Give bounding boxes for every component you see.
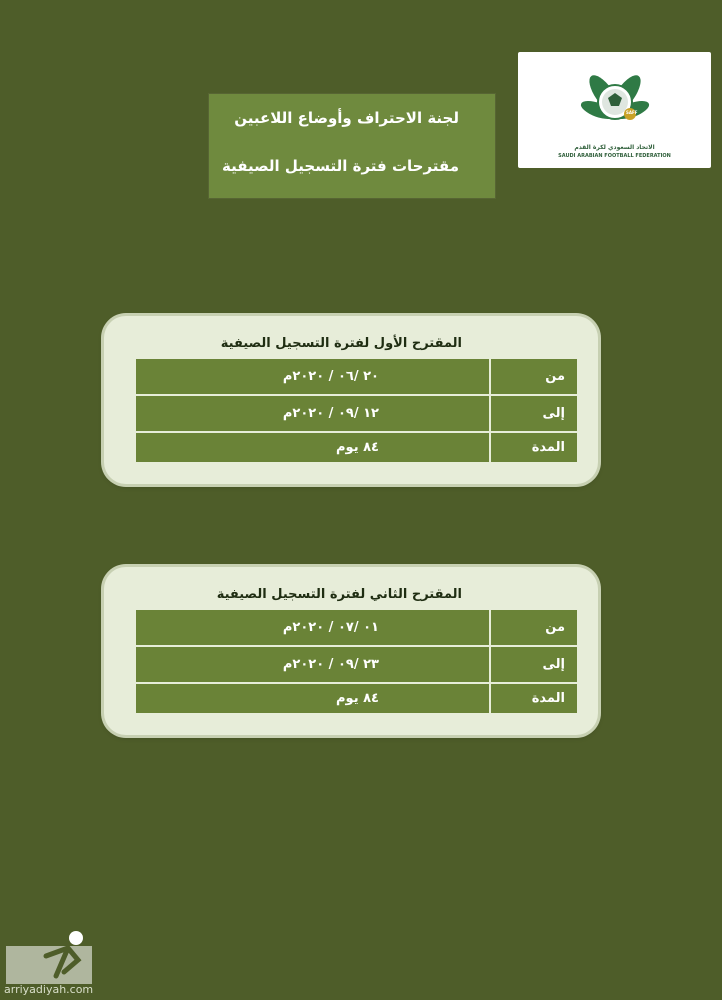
row-value: ٠١ /٠٧ / ٢٠٢٠م [135,609,490,646]
row-label: المدة [490,432,578,463]
logo-caption-english: SAUDI ARABIAN FOOTBALL FEDERATION [558,153,671,159]
saff-logo [518,52,711,168]
proposal-heading: المقترح الثاني لفترة التسجيل الصيفية [216,587,462,602]
table-row [135,646,578,683]
proposal-table [134,608,579,715]
table-row [135,683,578,714]
row-value: ١٢ /٠٩ / ٢٠٢٠م [135,395,490,432]
logo-badge-text: SAFF [626,110,638,115]
logo-caption-arabic: الاتحاد السعودي لكرة القدم [574,144,655,151]
row-label: من [490,609,578,646]
row-value: ٢٠ /٠٦ / ٢٠٢٠م [135,358,490,395]
row-label: إلى [490,646,578,683]
site-watermark: arriyadiyah.com [4,983,94,996]
row-label: إلى [490,395,578,432]
table-row [135,395,578,432]
runner-icon [6,928,92,984]
row-label: من [490,358,578,395]
proposal-card-2 [104,567,598,735]
proposals-title: مقترحات فترة التسجيل الصيفية [221,157,459,175]
table-row [135,609,578,646]
row-value: ٨٤ يوم [135,432,490,463]
proposal-card-1 [104,316,598,484]
row-label: المدة [490,683,578,714]
committee-title: لجنة الاحتراف وأوضاع اللاعبين [234,109,459,127]
table-row [135,432,578,463]
table-row [135,358,578,395]
proposal-table [134,357,579,464]
row-value: ٨٤ يوم [135,683,490,714]
proposal-heading: المقترح الأول لفترة التسجيل الصيفية [220,336,462,351]
row-value: ٢٣ /٠٩ / ٢٠٢٠م [135,646,490,683]
